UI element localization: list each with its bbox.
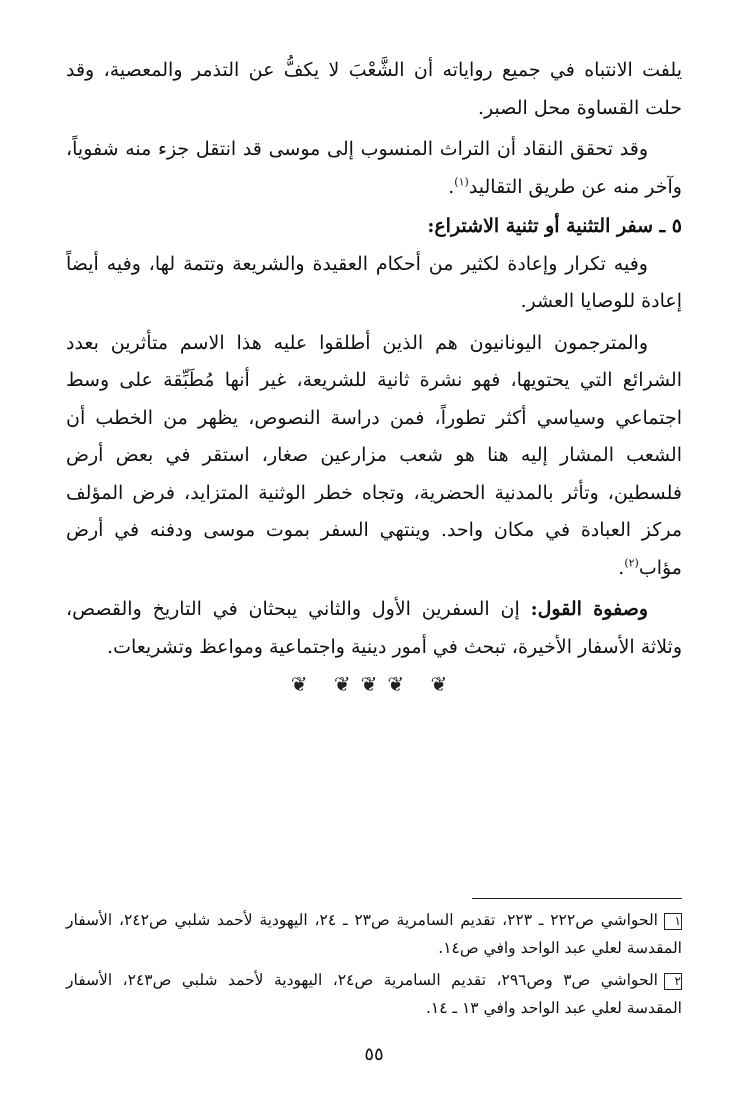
page-number: ٥٥ bbox=[364, 1044, 384, 1065]
footnotes bbox=[66, 906, 682, 1026]
footnote-number-2: ٢ bbox=[664, 973, 682, 990]
footnote-text-1: الحواشي ص٢٢٢ ـ ٢٢٣، تقديم السامرية ص٢٣ ـ ٢٤، اليهودية لأحمد شلبي ص٢٤٢، الأسفار المقدسة لعلي عبد الواحد وافي ص١٤. bbox=[66, 911, 682, 957]
footnote-ref-1[interactable]: (١) bbox=[454, 175, 469, 189]
paragraph-1 bbox=[66, 52, 682, 127]
paragraph-2-text: وقد تحقق النقاد أن التراث المنسوب إلى موسى قد انتقل جزء منه شفوياً، وآخر منه عن طريق التقاليد bbox=[66, 138, 682, 198]
footnote-ref-2[interactable]: (٢) bbox=[624, 556, 639, 570]
page-body bbox=[66, 52, 682, 696]
paragraph-4-text: والمترجمون اليونانيون هم الذين أطلقوا عليه هذا الاسم متأثرين بعدد الشرائع التي يحتويها، فهو نشرة ثانية للشريعة، غير أنها مُطَبِّقة على وسط اجتماعي وسياسي أكثر تطوراً، فمن دراسة النصوص، يظهر من الخطب أن الشعب المشار إليه هنا هو شعب مزارعين صغار، استقر في بعض أرض فلسطين، وتأثر بالمدنية الحضرية، وتجاه خطر الوثنية المتزايد، فرض المؤلف مركز العبادة في مكان واحد. وينتهي السفر بموت موسى ودفنه في أرض مؤاب bbox=[66, 331, 682, 579]
ornament-divider: ❦ ❦❦❦ ❦ bbox=[290, 672, 458, 696]
footnote-number-1: ١ bbox=[664, 913, 682, 930]
paragraph-1-text: يلفت الانتباه في جميع رواياته أن الشَّعْبَ لا يكفُّ عن التذمر والمعصية، وقد حلت القساوة محل الصبر. bbox=[66, 59, 682, 119]
paragraph-2-end: . bbox=[448, 175, 455, 198]
section-heading: ٥ ـ سفر التثنية أو تثنية الاشتراع: bbox=[427, 215, 682, 237]
paragraph-3-text: وفيه تكرار وإعادة لكثير من أحكام العقيدة والشريعة وتتمة لها، وفيه أيضاً إعادة للوصايا العشر. bbox=[66, 252, 682, 312]
paragraph-4 bbox=[66, 325, 682, 588]
paragraph-5-text: إن السفرين الأول والثاني يبحثان في التاريخ والقصص، وثلاثة الأسفار الأخيرة، تبحث في أمور دينية واجتماعية ومواعظ وتشريعات. bbox=[66, 598, 682, 658]
paragraph-2 bbox=[66, 131, 682, 206]
paragraph-4-end: . bbox=[618, 556, 625, 579]
paragraph-3 bbox=[66, 246, 682, 321]
paragraph-5-lead: وصفوة القول: bbox=[530, 598, 648, 620]
footnote-1 bbox=[66, 906, 682, 962]
footnote-2 bbox=[66, 966, 682, 1022]
footnote-separator bbox=[472, 898, 682, 899]
footnote-text-2: الحواشي ص٣ وص٢٩٦، تقديم السامرية ص٢٤، اليهودية لأحمد شلبي ص٢٤٣، الأسفار المقدسة لعلي عبد الواحد وافي ١٣ ـ ١٤. bbox=[66, 971, 682, 1017]
paragraph-5 bbox=[66, 591, 682, 666]
